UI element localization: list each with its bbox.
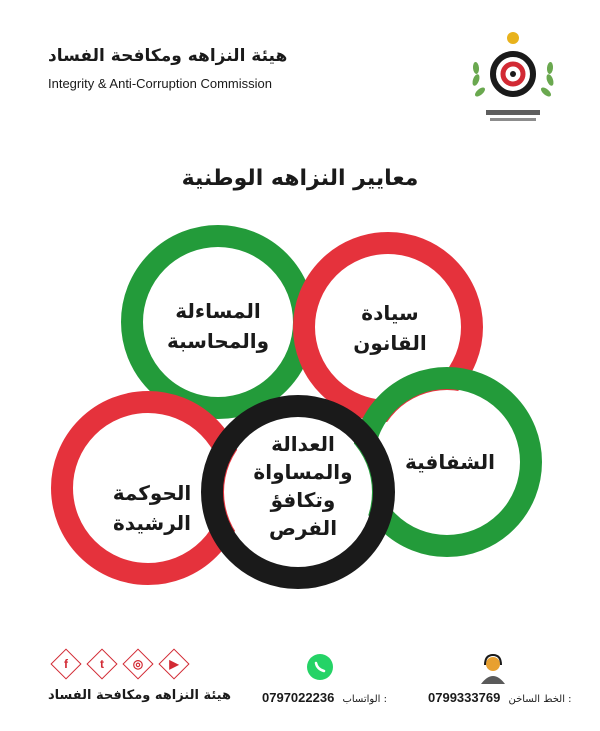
sun-icon [507, 32, 519, 44]
org-name-arabic: هيئة النزاهه ومكافحة الفساد [48, 46, 288, 66]
ring-label-accountability: المساءلة والمحاسبة [166, 299, 270, 353]
whatsapp-number[interactable]: 0797022236 [262, 690, 335, 705]
hotline-number[interactable]: 0799333769 [428, 690, 501, 705]
social-links [52, 650, 188, 678]
ring-label-good-governance: الحوكمة الرشيدة [112, 481, 192, 535]
footer-org-name: هيئة النزاهه ومكافحة الفساد [48, 688, 231, 703]
twitter-icon[interactable]: t [88, 650, 116, 678]
hotline-label: الخط الساخن : [508, 694, 572, 705]
whatsapp-contact [262, 690, 387, 706]
whatsapp-label: الواتساب : [342, 694, 387, 705]
ring-label-justice-equality: العدالة والمساواة وتكافؤ الفرص [253, 432, 353, 540]
youtube-icon[interactable]: ▶ [160, 650, 188, 678]
page-title: معايير النزاهه الوطنية [181, 166, 419, 191]
ring-label-transparency: الشفافية [404, 450, 495, 474]
instagram-icon[interactable]: ◎ [124, 650, 152, 678]
whatsapp-icon[interactable] [305, 652, 335, 682]
hotline-agent-icon [476, 652, 510, 686]
facebook-icon[interactable]: f [52, 650, 80, 678]
hotline-contact [428, 690, 572, 706]
ring-label-rule-of-law: سيادة القانون [353, 301, 427, 355]
footer [0, 640, 600, 720]
org-name-english: Integrity & Anti-Corruption Commission [48, 76, 272, 91]
commission-logo [458, 22, 568, 132]
